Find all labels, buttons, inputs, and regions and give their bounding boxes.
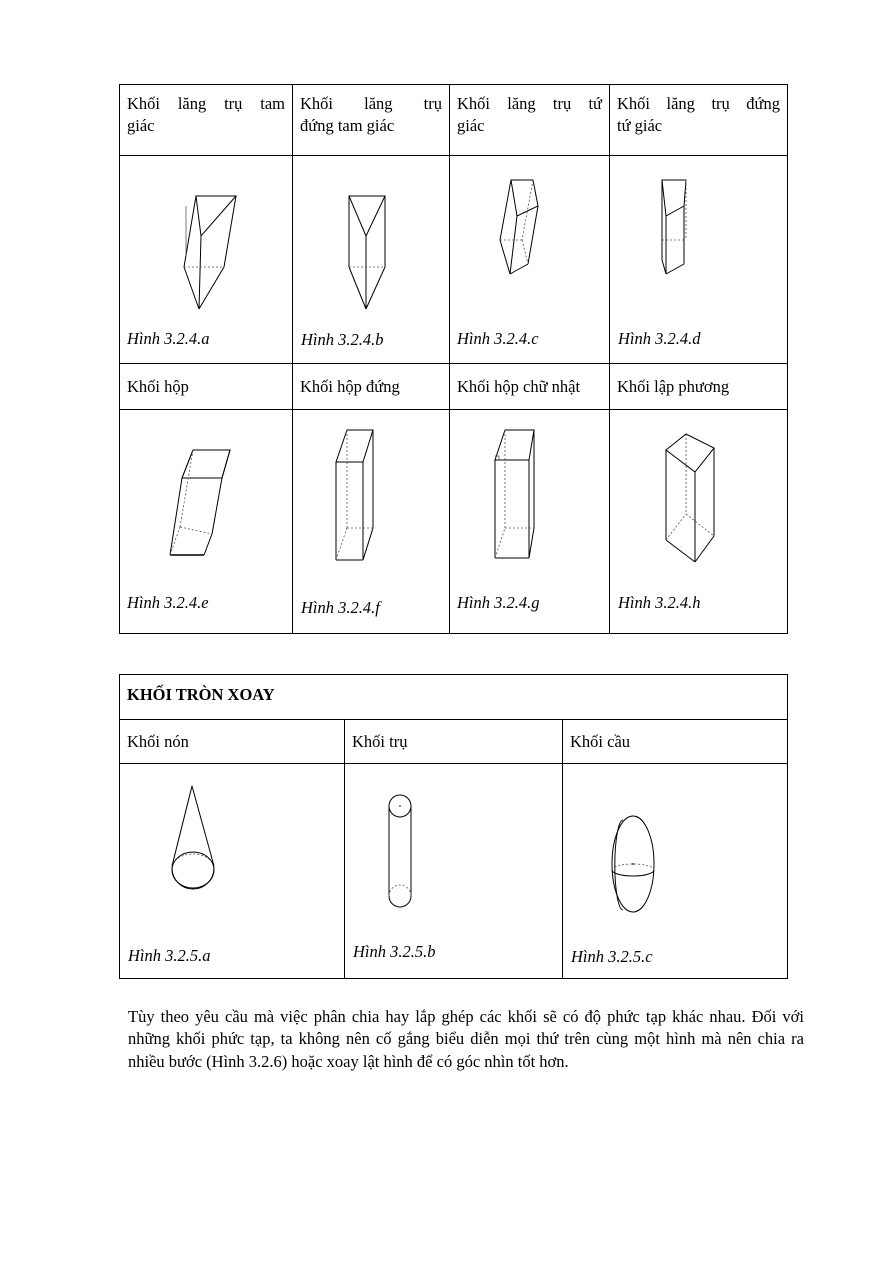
- caption: Hình 3.2.5.b: [353, 942, 436, 961]
- caption: Hình 3.2.4.g: [457, 593, 540, 612]
- header-rectangular-box: Khối hộp chữ nhật: [450, 364, 610, 410]
- right-parallelepiped-icon: [293, 410, 450, 634]
- cone-icon: [120, 764, 345, 979]
- caption: Hình 3.2.5.a: [128, 946, 211, 965]
- caption: Hình 3.2.4.h: [618, 593, 701, 612]
- header-sphere: Khối cầu: [563, 720, 788, 764]
- right-quadrilateral-prism-icon: [610, 156, 788, 364]
- header-line-2: đứng tam giác: [300, 116, 395, 135]
- header-parallelepiped: Khối hộp: [120, 364, 293, 410]
- cube-icon: [610, 410, 788, 634]
- rectangular-box-icon: [450, 410, 610, 634]
- header-cone: Khối nón: [120, 720, 345, 764]
- header-line-1: Khối lăng trụ đứng: [617, 94, 780, 113]
- prism-table: [119, 84, 788, 634]
- header-line-2: giác: [457, 116, 485, 135]
- caption: Hình 3.2.4.d: [618, 329, 701, 348]
- caption: Hình 3.2.4.a: [127, 329, 210, 348]
- figure-cell-3-2-4-h: [610, 410, 788, 634]
- figure-cell-3-2-4-c: [450, 156, 610, 364]
- header-quadrilateral-prism: [450, 85, 610, 156]
- cylinder-icon: [345, 764, 563, 979]
- header-right-quadrilateral-prism: [610, 85, 788, 156]
- quadrilateral-prism-icon: [450, 156, 610, 364]
- figure-cell-3-2-4-g: [450, 410, 610, 634]
- figure-cell-3-2-5-c: [563, 764, 788, 979]
- caption: Hình 3.2.5.c: [571, 947, 653, 966]
- round-solids-table: [119, 674, 788, 979]
- figure-cell-3-2-4-e: [120, 410, 293, 634]
- header-line-1: Khối lăng trụ tam: [127, 94, 285, 113]
- header-cylinder: Khối trụ: [345, 720, 563, 764]
- header-line-1: Khối lăng trụ tứ: [457, 94, 602, 113]
- header-right-triangular-prism: [293, 85, 450, 156]
- round-solids-title: KHỐI TRÒN XOAY: [120, 675, 788, 720]
- right-triangular-prism-icon: [293, 156, 450, 364]
- figure-cell-3-2-4-b: [293, 156, 450, 364]
- figure-cell-3-2-5-a: [120, 764, 345, 979]
- caption: Hình 3.2.4.c: [457, 329, 539, 348]
- figure-cell-3-2-4-d: [610, 156, 788, 364]
- header-cube: Khối lập phương: [610, 364, 788, 410]
- caption: Hình 3.2.4.b: [301, 330, 384, 349]
- parallelepiped-icon: [120, 410, 293, 634]
- figure-cell-3-2-4-a: [120, 156, 293, 364]
- sphere-icon: [563, 764, 788, 979]
- caption: Hình 3.2.4.e: [127, 593, 209, 612]
- header-right-parallelepiped: Khối hộp đứng: [293, 364, 450, 410]
- header-line-2: tứ giác: [617, 116, 663, 135]
- caption: Hình 3.2.4.f: [301, 598, 380, 617]
- figure-cell-3-2-5-b: [345, 764, 563, 979]
- header-line-2: giác: [127, 116, 155, 135]
- header-triangular-prism: [120, 85, 293, 156]
- body-paragraph: Tùy theo yêu cầu mà việc phân chia hay lắp ghép các khối sẽ có độ phức tạp khác nhau. Đối với những khối phức tạp, ta không nên cố gắng biểu diễn mọi thứ trên cùng một hình mà nên chia ra nhiều bước (Hình 3.2.6) hoặc xoay lật hình để có góc nhìn tốt hơn.: [128, 1006, 804, 1071]
- figure-cell-3-2-4-f: [293, 410, 450, 634]
- header-line-1: Khối lăng trụ: [300, 94, 442, 113]
- triangular-prism-icon: [120, 156, 293, 364]
